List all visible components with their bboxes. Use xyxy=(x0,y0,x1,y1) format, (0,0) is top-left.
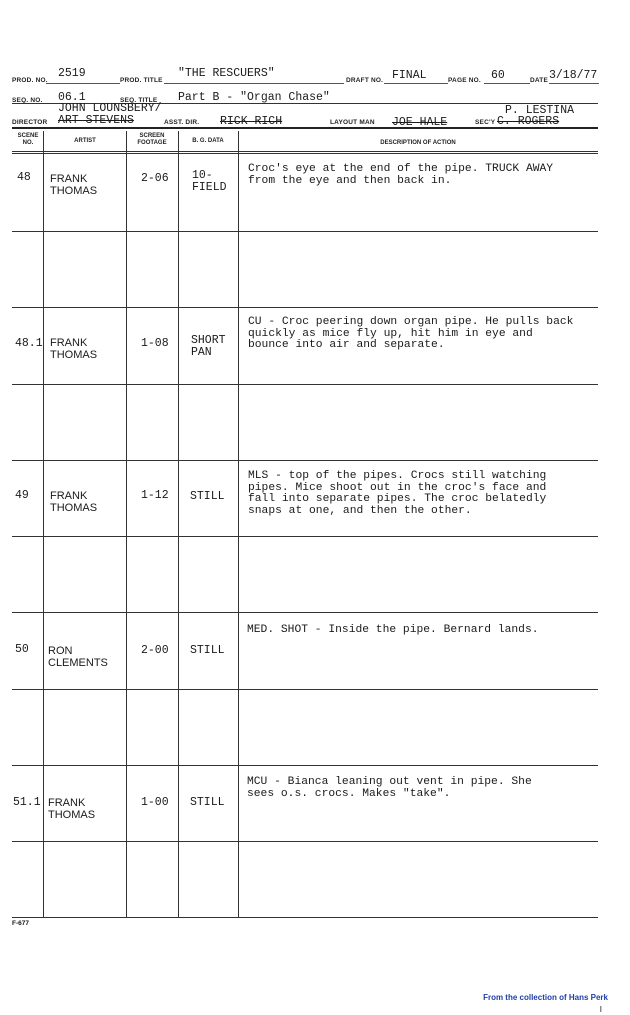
secy-label: SEC'Y xyxy=(475,119,496,126)
grid-divider-1 xyxy=(43,131,44,918)
row-rule xyxy=(12,689,598,690)
action-description: MCU - Bianca leaning out vent in pipe. She sees o.s. crocs. Makes "take". xyxy=(247,776,532,800)
row-rule xyxy=(12,460,598,461)
seq-no-value: 06.1 xyxy=(58,91,86,104)
row-rule xyxy=(12,841,598,842)
bg-data: STILL xyxy=(190,796,225,809)
screen-footage: 1-08 xyxy=(141,337,169,350)
column-header-rule-2 xyxy=(12,153,598,154)
artist-name: RON CLEMENTS xyxy=(48,645,108,669)
date-line xyxy=(549,83,599,84)
col-header-bg-data: B. G. DATA xyxy=(192,138,224,144)
bg-data: STILL xyxy=(190,490,225,503)
prod-no-line xyxy=(46,83,120,84)
date-value: 3/18/77 xyxy=(549,69,598,82)
asst-dir-label: ASST. DIR. xyxy=(164,119,200,126)
director-value-line2: ART STEVENS xyxy=(58,114,134,127)
prod-title-label: PROD. TITLE xyxy=(120,77,163,84)
date-label: DATE xyxy=(530,77,549,84)
screen-footage: 1-12 xyxy=(141,489,169,502)
header-rule-2 xyxy=(12,127,598,129)
row-rule xyxy=(12,917,598,918)
row-rule xyxy=(12,231,598,232)
grid-divider-3 xyxy=(178,131,179,918)
secy-value-line2: C. ROGERS xyxy=(497,115,560,128)
bg-data: SHORT PAN xyxy=(191,334,226,359)
row-rule xyxy=(12,307,598,308)
scene-number: 51.1 xyxy=(13,796,41,809)
page-mark: I xyxy=(599,1005,602,1014)
page-no-value: 60 xyxy=(491,69,505,82)
layout-man-label: LAYOUT MAN xyxy=(330,119,375,126)
secy-value-line1: P. LESTINA xyxy=(505,104,575,117)
action-description: Croc's eye at the end of the pipe. TRUCK AWAY from the eye and then back in. xyxy=(248,163,554,187)
prod-title-line xyxy=(164,83,344,84)
scene-number: 49 xyxy=(15,489,29,502)
col-header-screen-footage: SCREEN FOOTAGE xyxy=(137,133,167,146)
seq-title-value: Part B - "Organ Chase" xyxy=(178,91,330,104)
row-rule xyxy=(12,536,598,537)
row-rule xyxy=(12,612,598,613)
draft-no-value: FINAL xyxy=(392,69,427,82)
prod-no-label: PROD. NO. xyxy=(12,77,48,84)
artist-name: FRANK THOMAS xyxy=(50,173,98,197)
artist-name: FRANK THOMAS xyxy=(50,490,98,514)
artist-name: FRANK THOMAS xyxy=(50,337,98,361)
action-description: MED. SHOT - Inside the pipe. Bernard lands. xyxy=(247,624,539,636)
col-header-scene-no: SCENE NO. xyxy=(17,133,39,146)
page-no-label: PAGE NO. xyxy=(448,77,481,84)
draft-no-line xyxy=(384,83,448,84)
column-header-rule xyxy=(12,151,598,152)
seq-title-label: SEQ. TITLE xyxy=(120,97,158,104)
form-number: F-677 xyxy=(12,920,29,927)
screen-footage: 2-00 xyxy=(141,644,169,657)
scene-number: 48 xyxy=(17,171,31,184)
row-rule xyxy=(12,384,598,385)
action-description: MLS - top of the pipes. Crocs still watching pipes. Mice shoot out in the croc's face and fall into separate pipes. The croc belatedly snaps at one, and then the other. xyxy=(248,470,547,517)
grid-divider-2 xyxy=(126,131,127,918)
prod-title-value: "THE RESCUERS" xyxy=(178,67,275,80)
screen-footage: 2-06 xyxy=(141,172,169,185)
grid-divider-4 xyxy=(238,131,239,918)
screen-footage: 1-00 xyxy=(141,796,169,809)
draft-no-label: DRAFT NO. xyxy=(346,77,384,84)
action-description: CU - Croc peering down organ pipe. He pulls back quickly as mice fly up, hit him in eye and bounce into air and separate. xyxy=(248,316,574,351)
director-value-line1: JOHN LOUNSBERY/ xyxy=(58,102,162,115)
artist-name: FRANK THOMAS xyxy=(48,797,96,821)
row-rule xyxy=(12,765,598,766)
collection-credit: From the collection of Hans Perk xyxy=(483,993,608,1002)
col-header-description: DESCRIPTION OF ACTION xyxy=(380,140,456,146)
bg-data: STILL xyxy=(190,644,225,657)
bg-data: 10- FIELD xyxy=(192,169,227,194)
asst-dir-value: RICK RICH xyxy=(220,115,283,128)
seq-no-label: SEQ. NO. xyxy=(12,97,43,104)
scene-number: 48.1 xyxy=(15,337,43,350)
col-header-artist: ARTIST xyxy=(74,138,96,144)
page-no-line xyxy=(484,83,530,84)
scene-number: 50 xyxy=(15,643,29,656)
director-label: DIRECTOR xyxy=(12,119,48,126)
layout-man-value: JOE HALE xyxy=(392,116,448,129)
prod-no-value: 2519 xyxy=(58,67,86,80)
